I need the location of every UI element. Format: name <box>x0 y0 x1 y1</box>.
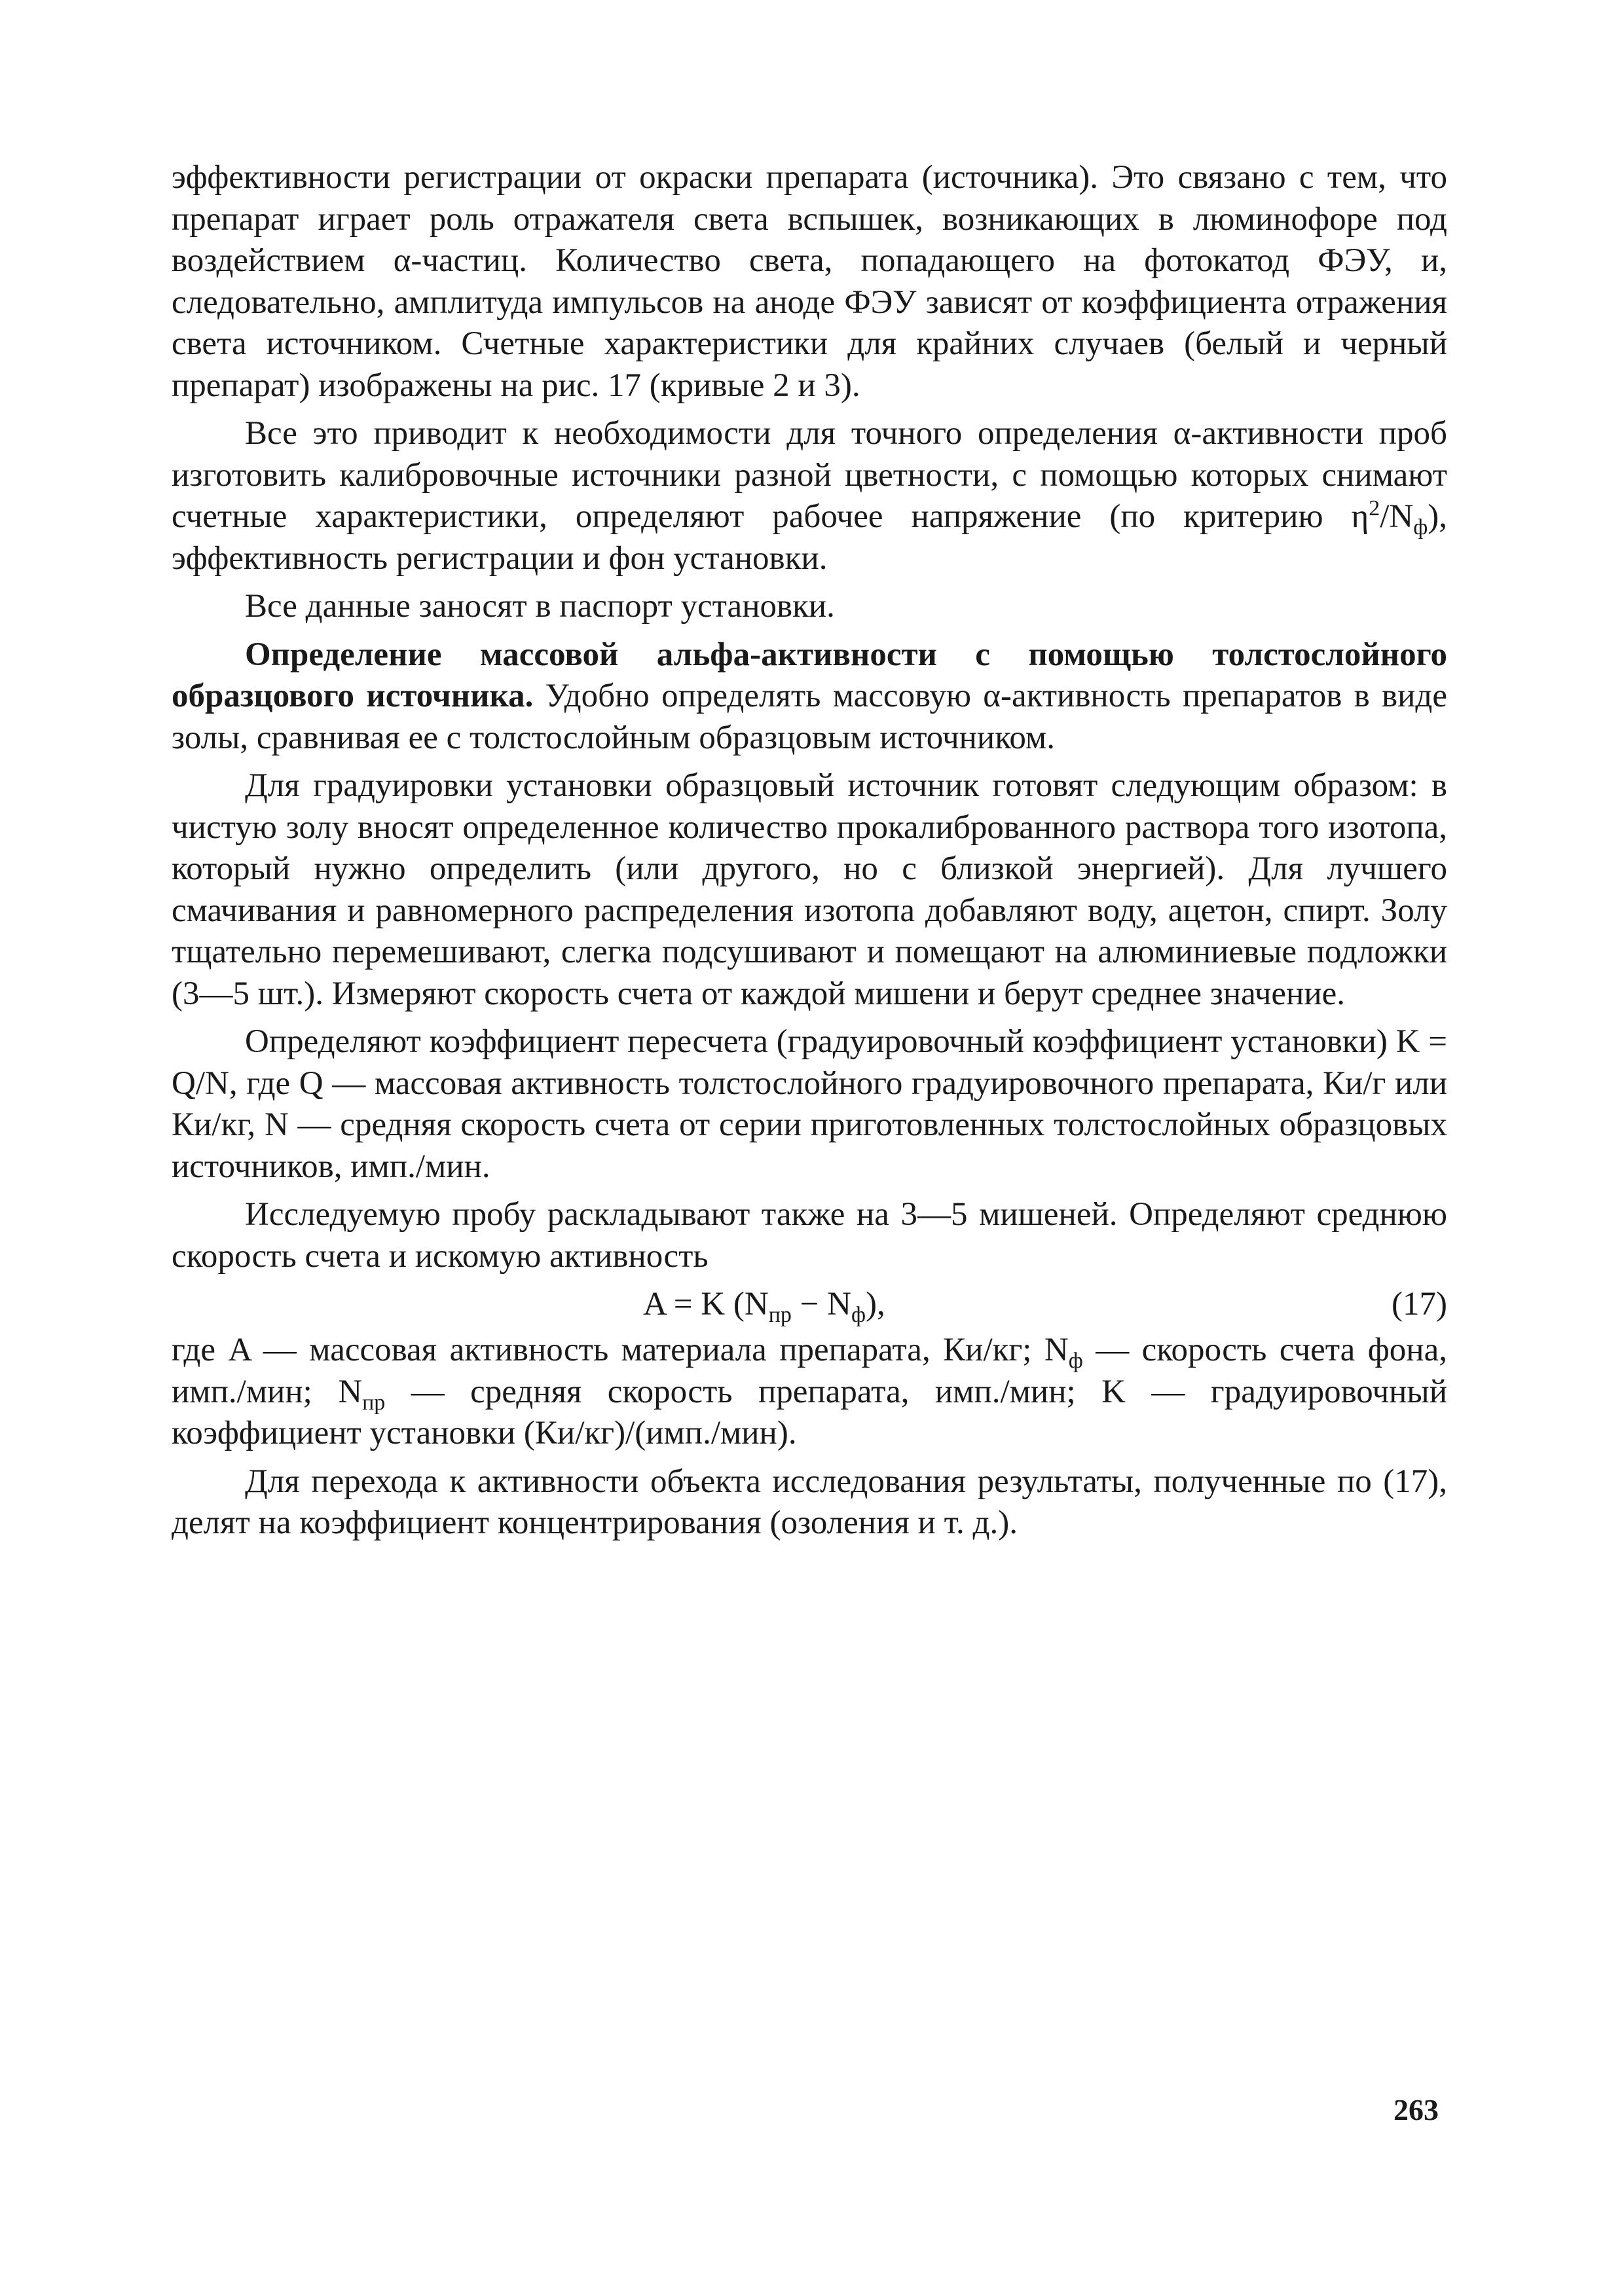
paragraph-8 <box>172 1330 1447 1455</box>
formula-rhs: ), <box>866 1286 885 1322</box>
paragraph-8-subscript-f: ф <box>1068 1349 1083 1374</box>
formula-subscript-f: ф <box>851 1303 866 1328</box>
paragraph-7-text: Исследуемую пробу раскладывают также на 3—5 мишеней. Определяют среднюю скорость счета и искомую активность <box>172 1196 1447 1275</box>
page-text <box>172 157 1447 1551</box>
paragraph-3 <box>172 586 1447 628</box>
paragraph-8-text-b: — скорость счета фона, имп./мин; N <box>172 1332 1447 1410</box>
paragraph-2-text-n: /N <box>1380 498 1414 535</box>
paragraph-1-text: эффективности регистрации от окраски препарата (источника). Это связано с тем, что препарат играет роль отражателя света вспышек, возникающих в люминофоре под воздействием α-частиц. Количество света, попадающего на фотокатод ФЭУ, и, следовательно, амплитуда импульсов на аноде ФЭУ зависят от коэффициента отражения света источником. Счетные характеристики для крайних случаев (белый и черный препарат) изображены на рис. 17 (кривые 2 и 3). <box>172 159 1447 404</box>
paragraph-2-text-end: ), эффективность регистрации и фон установки. <box>172 498 1447 577</box>
paragraph-5 <box>172 765 1447 1015</box>
paragraph-8-text-c: — средняя скорость препарата, имп./мин; K — градуировочный коэффициент установки (Ки/кг)/(имп./мин). <box>172 1373 1447 1451</box>
paragraph-2-text-start: Все это приводит к необходимости для точного определения α-активности проб изготовить калибровочные источники разной цветности, с помощью которых снимают счетные характеристики, определяют рабочее напряжение (по критерию η <box>172 415 1447 535</box>
paragraph-5-text: Для градуировки установки образцовый источник готовят следующим образом: в чистую золу вносят определенное количество прокалиброванного раствора того изотопа, который нужно определить (или другого, но с близкой энергией). Для лучшего смачивания и равномерного распределения изотопа добавляют воду, ацетон, спирт. Золу тщательно перемешивают, слегка подсушивают и помещают на алюминиевые подложки (3—5 шт.). Измеряют скорость счета от каждой мишени и берут среднее значение. <box>172 767 1447 1012</box>
formula-mid: − N <box>791 1286 851 1322</box>
paragraph-1 <box>172 157 1447 407</box>
paragraph-9 <box>172 1461 1447 1544</box>
paragraph-6-text: Определяют коэффициент пересчета (градуировочный коэффициент установки) K = Q/N, где Q — массовая активность толстослойного градуировочного препарата, Ки/г или Ки/кг, N — средняя скорость счета от серии приготовленных толстослойных образцовых источников, имп./мин. <box>172 1023 1447 1185</box>
paragraph-2 <box>172 413 1447 579</box>
formula-lhs: A = K (N <box>643 1286 769 1322</box>
paragraph-3-text: Все данные заносят в паспорт установки. <box>245 588 835 625</box>
paragraph-7 <box>172 1194 1447 1277</box>
superscript-2: 2 <box>1369 496 1380 520</box>
subscript-f: ф <box>1413 515 1428 540</box>
paragraph-6 <box>172 1021 1447 1188</box>
page-number: 263 <box>1393 2093 1439 2126</box>
paragraph-8-subscript-pr: пр <box>362 1390 386 1415</box>
paragraph-4 <box>172 634 1447 759</box>
formula-body <box>643 1284 885 1326</box>
formula-number: (17) <box>1392 1286 1447 1322</box>
formula-subscript-pr: пр <box>768 1303 792 1328</box>
paragraph-9-text: Для перехода к активности объекта исследования результаты, полученные по (17), делят на коэффициент концентрирования (озоления и т. д.). <box>172 1463 1447 1541</box>
formula-17 <box>172 1284 1447 1326</box>
paragraph-4-text: Удобно определять массовую α-активность препаратов в виде золы, сравнивая ее с толстослойным образцовым источником. <box>172 678 1447 756</box>
section-heading: Определение массовой альфа-активности с помощью толстослойного образцового источника. <box>172 636 1447 714</box>
paragraph-8-text-a: где A — массовая активность материала препарата, Ки/кг; N <box>172 1332 1069 1368</box>
